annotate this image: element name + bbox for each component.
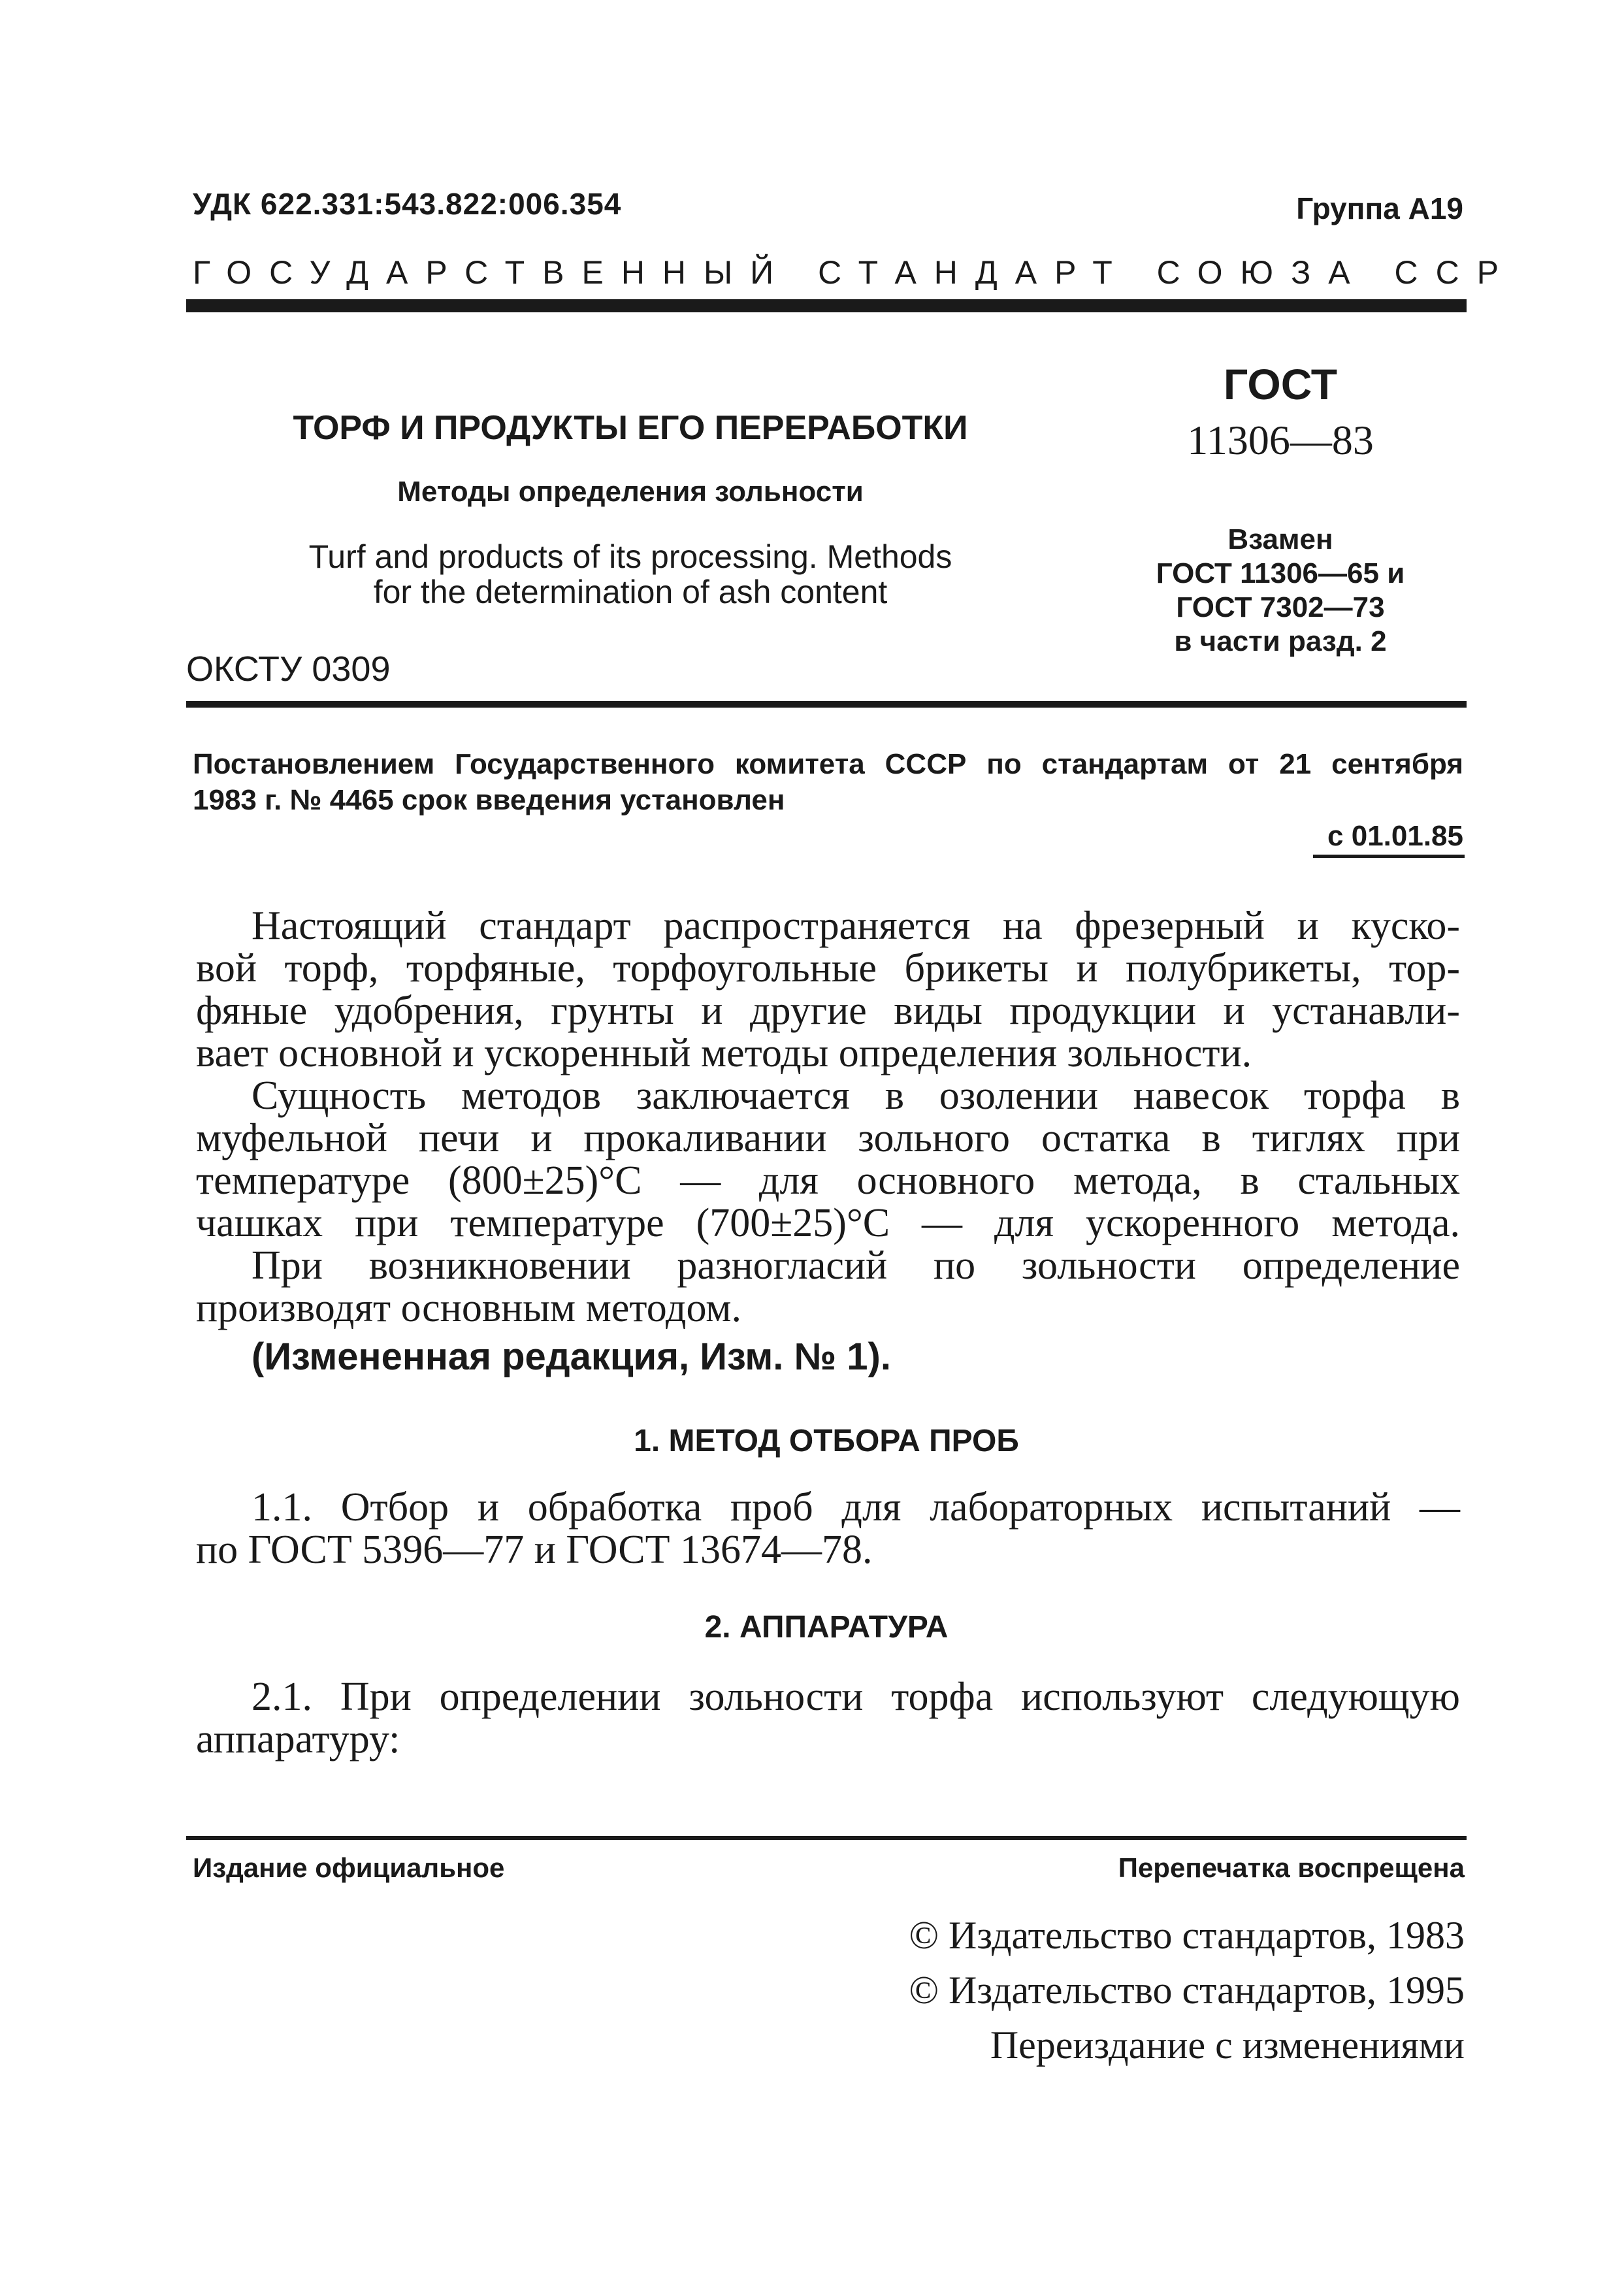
english-title-line-1: Turf and products of its processing. Methods [308,538,952,575]
group-code: Группа А19 [1296,191,1463,225]
paragraph-line: производят основным методом. [196,1286,742,1330]
title-block-rule [186,701,1467,708]
paragraph-line: При возникновении разногласий по зольности определение [252,1243,1460,1288]
gost-label: ГОСТ [1223,360,1338,408]
paragraph-line: чашках при температуре (700±25)°С — для ускоренного метода. [196,1201,1460,1245]
header-rule-thick [186,299,1467,312]
copyright-block [653,1908,1465,2073]
paragraph-scope [196,905,1460,1075]
decree-line-2: 1983 г. № 4465 срок введения установлен [193,784,785,816]
paragraph-line: муфельной печи и прокаливании зольного остатка в тиглях при [196,1116,1460,1160]
section-2-heading: 2. АППАРАТУРА [704,1610,949,1645]
paragraph-line: фяные удобрения, грунты и другие виды продукции и устанавли- [196,989,1460,1033]
paragraph-line: 2.1. При определении зольности торфа используют следующую [252,1675,1460,1719]
section-1-heading: 1. МЕТОД ОТБОРА ПРОБ [634,1424,1019,1458]
section-2-paragraph [196,1676,1460,1761]
footer-rule [186,1836,1467,1840]
decree [193,746,1463,818]
paragraph-line: вой торф, торфяные, торфоугольные брикеты и полубрикеты, тор- [196,946,1460,991]
replaces-item-1: ГОСТ 11306—65 и [1156,557,1405,589]
state-standard-banner: ГОСУДАРСТВЕННЫЙ СТАНДАРТ СОЮЗА ССР [193,254,1517,291]
paragraph-disputes [196,1245,1460,1330]
paragraph-line: по ГОСТ 5396—77 и ГОСТ 13674—78. [196,1528,873,1572]
effective-date-underline [1313,855,1465,858]
okstu-code: ОКСТУ 0309 [186,649,391,689]
document-title: ТОРФ И ПРОДУКТЫ ЕГО ПЕРЕРАБОТКИ [293,409,968,447]
section-1-paragraph [196,1486,1460,1571]
document-subtitle: Методы определения зольности [397,476,864,508]
decree-line-1: Постановлением Государственного комитета СССР по стандартам от 21 сентября [193,748,1463,780]
copyright-1995: © Издательство стандартов, 1995 [909,1969,1465,2012]
english-title [183,539,1078,610]
paragraph-line: аппаратуру: [196,1717,400,1761]
paragraph-essence [196,1075,1460,1245]
replaces-block [1111,523,1450,659]
paragraph-line: Сущность методов заключается в озолении навесок торфа в [252,1073,1460,1118]
copyright-1983: © Издательство стандартов, 1983 [909,1914,1465,1957]
gost-number: 11306—83 [1187,417,1374,463]
english-title-line-2: for the determination of ash content [373,574,888,610]
amendment-note: (Измененная редакция, Изм. № 1). [252,1335,891,1378]
paragraph-line: Настоящий стандарт распространяется на фрезерный и куско- [252,904,1460,948]
replaces-item-3: в части разд. 2 [1174,625,1387,657]
effective-date: с 01.01.85 [1327,820,1463,852]
paragraph-line: температуре (800±25)°С — для основного метода, в стальных [196,1158,1460,1203]
replaces-item-2: ГОСТ 7302—73 [1176,591,1385,623]
replaces-label: Взамен [1227,523,1333,555]
paragraph-line: вает основной и ускоренный методы определения зольности. [196,1031,1252,1075]
paragraph-line: 1.1. Отбор и обработка проб для лабораторных испытаний — [252,1485,1460,1530]
udk-code: УДК 622.331:543.822:006.354 [193,187,622,221]
official-edition: Издание официальное [193,1852,505,1883]
reissue-note: Переиздание с изменениями [990,2024,1465,2067]
reprint-prohibited: Перепечатка воспрещена [1118,1852,1465,1883]
